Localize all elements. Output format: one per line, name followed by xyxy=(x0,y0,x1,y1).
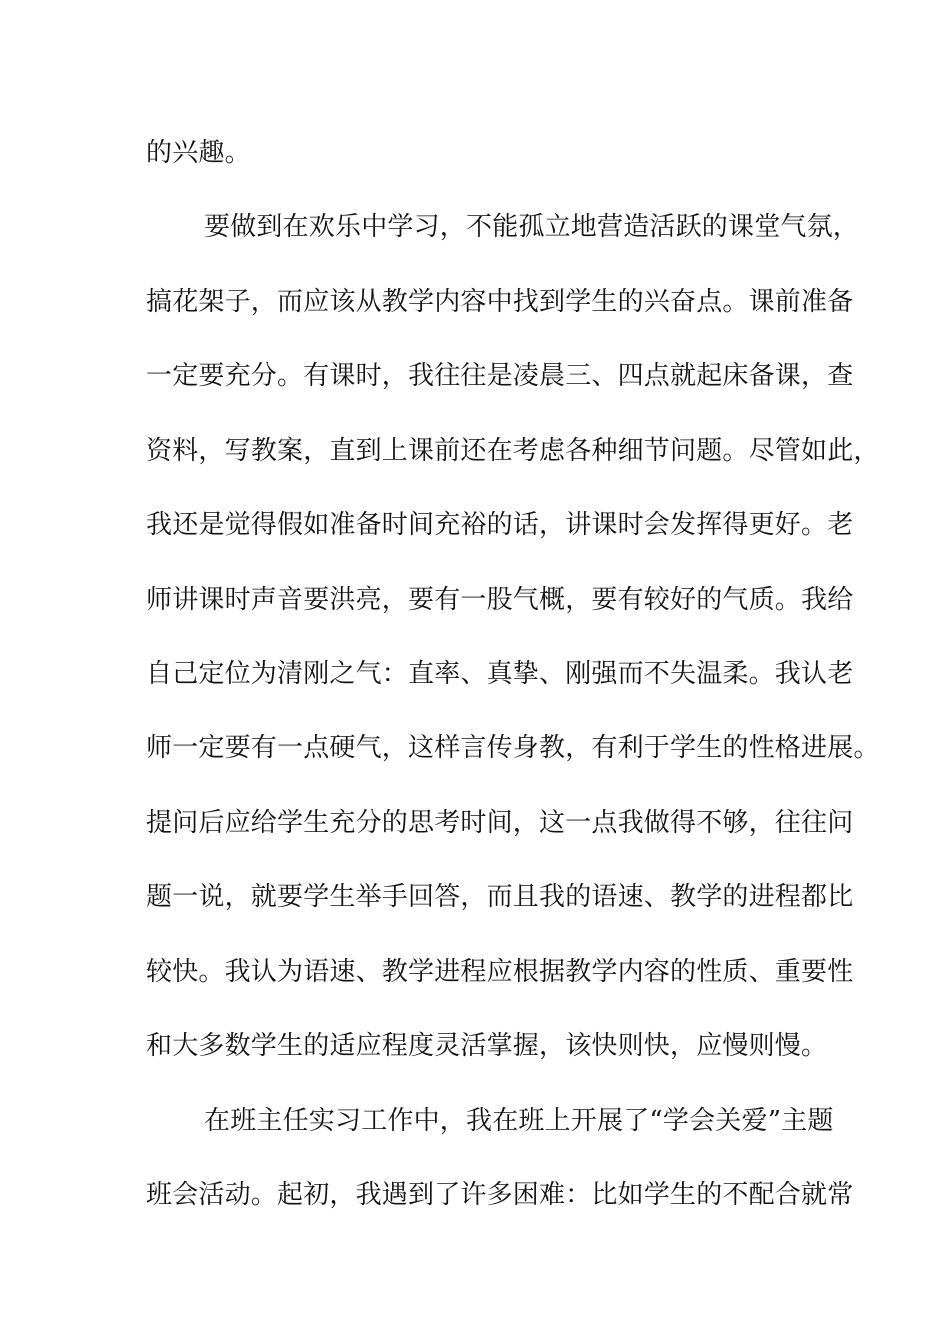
text-line: 题一说，就要学生举手回答，而且我的语速、教学的进程都比 xyxy=(146,882,854,912)
text-line: 的兴趣。 xyxy=(146,138,251,168)
text-line: 资料，写教案，直到上课前还在考虑各种细节问题。尽管如此， xyxy=(146,436,880,466)
text-line: 我还是觉得假如准备时间充裕的话，讲课时会发挥得更好。老 xyxy=(146,510,854,540)
text-line: 提问后应给学生充分的思考时间，这一点我做得不够，往往问 xyxy=(146,808,854,838)
text-line: 一定要充分。有课时，我往往是凌晨三、四点就起床备课，查 xyxy=(146,361,854,391)
paragraph-first-line: 在班主任实习工作中，我在班上开展了“学会关爱”主题 xyxy=(204,1106,834,1136)
text-line: 师一定要有一点硬气，这样言传身教，有利于学生的性格进展。 xyxy=(146,733,880,763)
text-line: 班会活动。起初，我遇到了许多困难：比如学生的不配合就常 xyxy=(146,1180,854,1210)
paragraph-first-line: 要做到在欢乐中学习，不能孤立地营造活跃的课堂气氛， xyxy=(204,212,860,242)
text-line: 和大多数学生的适应程度灵活掌握，该快则快，应慢则慢。 xyxy=(146,1031,828,1061)
text-line: 搞花架子，而应该从教学内容中找到学生的兴奋点。课前准备 xyxy=(146,287,854,317)
text-line: 较快。我认为语速、教学进程应根据教学内容的性质、重要性 xyxy=(146,957,854,987)
text-line: 师讲课时声音要洪亮，要有一股气概，要有较好的气质。我给 xyxy=(146,585,854,615)
text-line: 自己定位为清刚之气：直率、真挚、刚强而不失温柔。我认老 xyxy=(146,659,854,689)
